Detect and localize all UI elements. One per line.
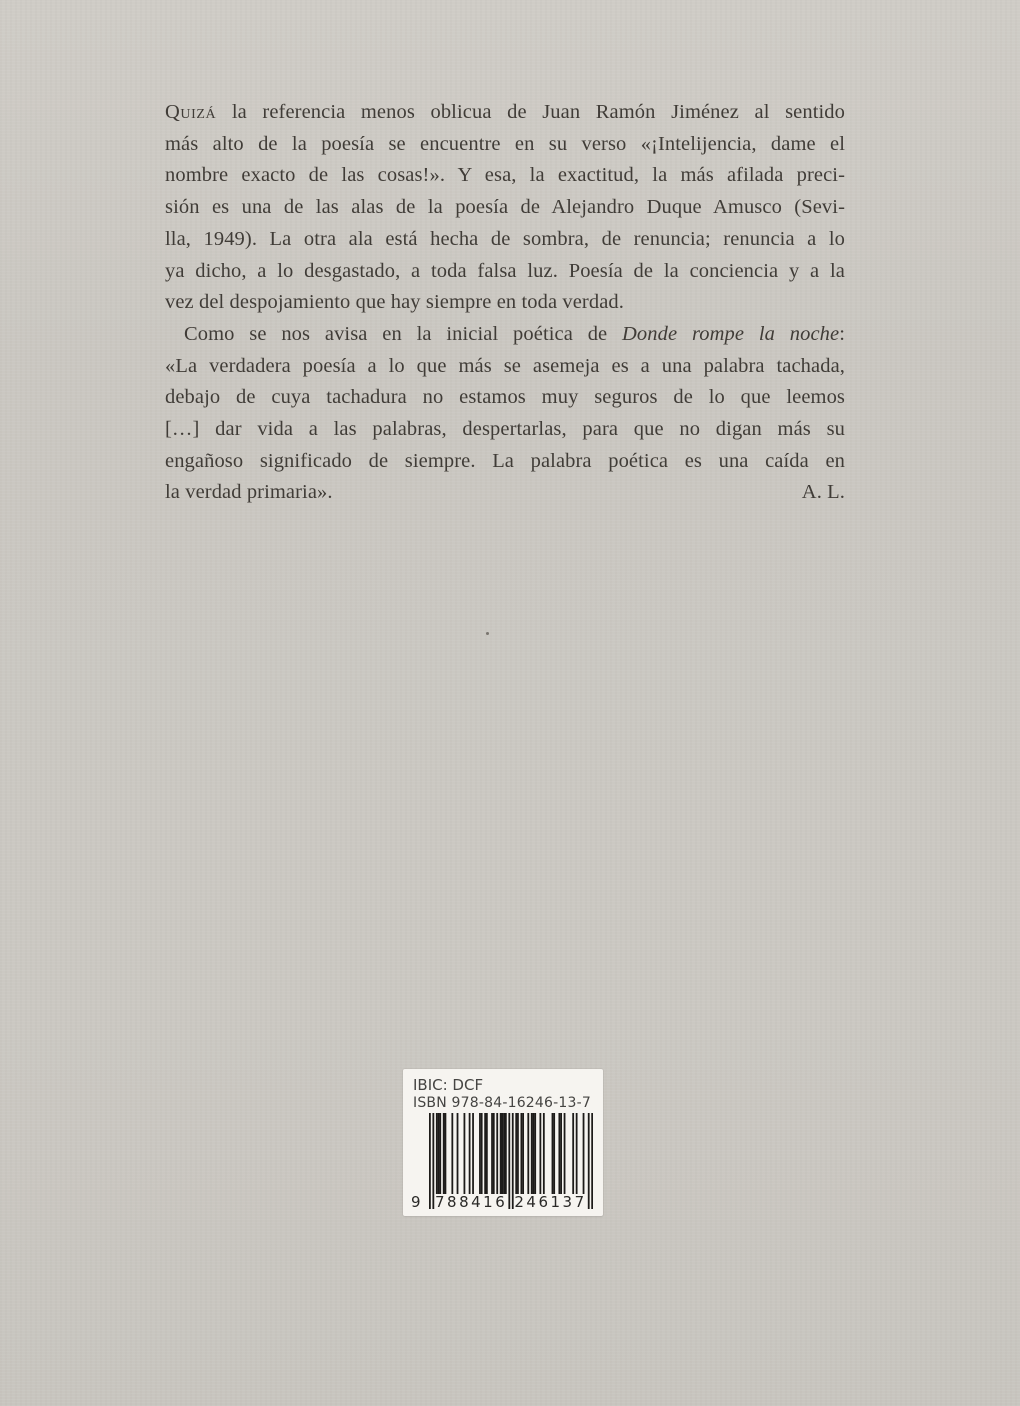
blurb-text bbox=[165, 97, 845, 509]
blurb-line-text: la referencia menos oblicua de Juan Ramón Jiménez al sentido bbox=[216, 101, 845, 123]
blurb-line: lla, 1949). La otra ala está hecha de sombra, de renuncia; renuncia a lo bbox=[165, 227, 845, 250]
blurb-line bbox=[165, 97, 845, 129]
barcode-digit-9: 9 bbox=[411, 1193, 421, 1211]
ibic-code-label: IBIC: DCF bbox=[413, 1076, 484, 1094]
blurb-line-text: la verdad primaria». bbox=[165, 481, 333, 504]
blurb-line bbox=[165, 319, 845, 351]
blurb-line: «La verdadera poesía a lo que más se asemeja es a una palabra tachada, bbox=[165, 354, 845, 377]
blurb-line: vez del despojamiento que hay siempre en toda verdad. bbox=[165, 291, 624, 314]
barcode-digits-right-group: 246137 bbox=[514, 1193, 587, 1211]
blurb-line-text: : bbox=[839, 322, 845, 345]
blurb-line bbox=[165, 477, 845, 509]
blurb-line: […] dar vida a las palabras, despertarlas, para que no digan más su bbox=[165, 418, 845, 441]
book-title-italic: Donde rompe la noche bbox=[622, 322, 840, 345]
blurb-line: ya dicho, a lo desgastado, a toda falsa luz. Poesía de la conciencia y a la bbox=[165, 259, 845, 282]
blurb-line: sión es una de las alas de la poesía de Alejandro Duque Amusco (Sevi- bbox=[165, 196, 845, 219]
isbn-number-label: ISBN 978-84-16246-13-7 bbox=[413, 1095, 591, 1111]
blurb-line: nombre exacto de las cosas!». Y esa, la exactitud, la más afilada preci- bbox=[165, 164, 845, 187]
barcode-box bbox=[403, 1069, 603, 1216]
author-initials: A. L. bbox=[801, 481, 845, 504]
blurb-line: más alto de la poesía se encuentre en su verso «¡Intelijencia, dame el bbox=[165, 132, 845, 155]
blurb-line: engañoso significado de siempre. La palabra poética es una caída en bbox=[165, 449, 845, 472]
blurb-lead-smallcaps: Quizá bbox=[165, 101, 217, 123]
dust-speck bbox=[486, 632, 489, 635]
barcode-digits-left-group: 788416 bbox=[435, 1193, 508, 1211]
blurb-line-text: Como se nos avisa en la inicial poética de bbox=[184, 322, 623, 345]
blurb-line: debajo de cuya tachadura no estamos muy seguros de lo que leemos bbox=[165, 386, 845, 409]
